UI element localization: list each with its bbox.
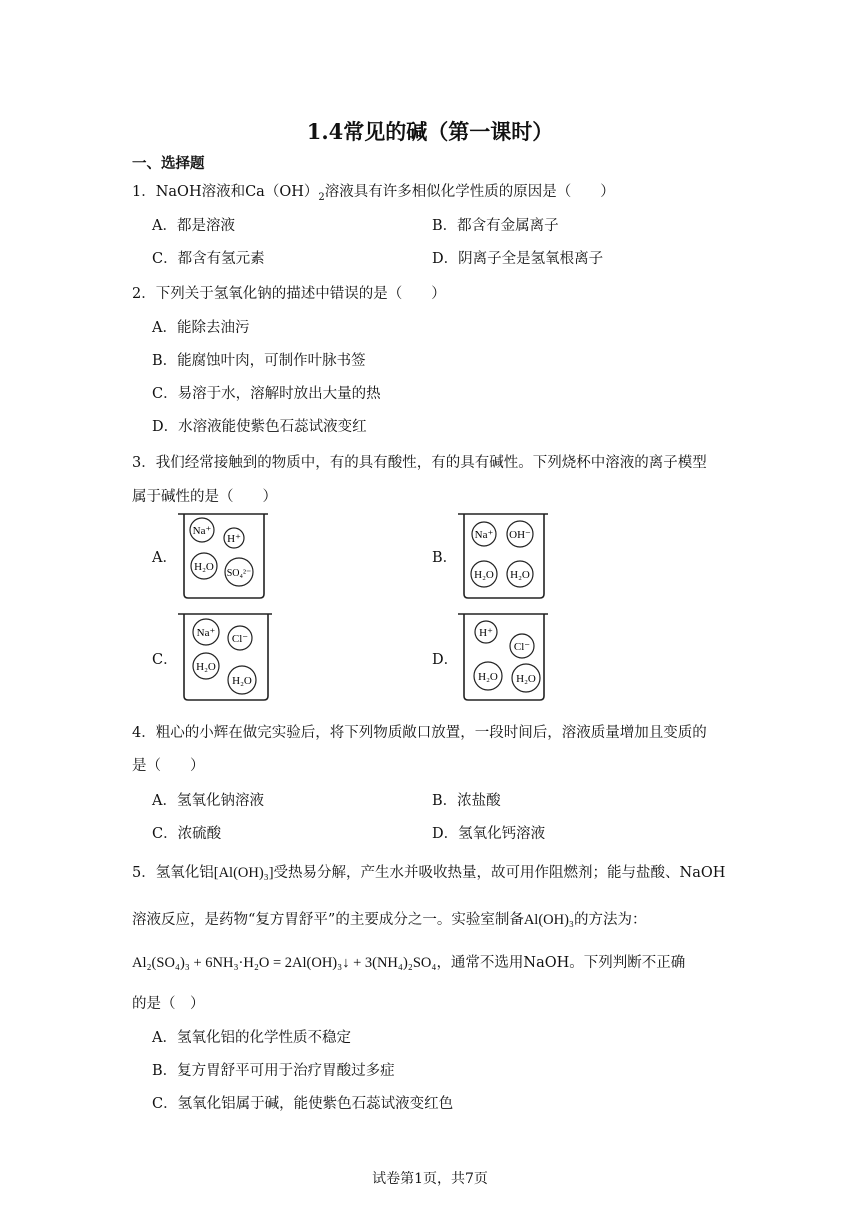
q4-option-a: A．氢氧化钠溶液 — [152, 793, 264, 809]
q2-option-d: D．水溶液能使紫色石蕊试液变红 — [152, 419, 367, 435]
q5-line2-formula: Al(OH)₃ — [523, 912, 574, 928]
q4-option-b: B．浓盐酸 — [432, 793, 501, 809]
q1-option-c: C．都含有氢元素 — [152, 251, 265, 267]
beaker-c-ion-4-label: H₂O — [232, 675, 252, 687]
beaker-a-outline — [178, 514, 268, 598]
q1-stem-subscript: 2 — [318, 191, 325, 203]
q5-line2-text-a: 溶液反应，是药物“复方胃舒平”的主要成分之一。实验室制备 — [132, 912, 524, 928]
question-4-stem-line2: 是（ ） — [132, 758, 205, 774]
page-footer: 试卷第1页，共7页 — [372, 1171, 488, 1187]
q1-stem-part-b: 溶液具有许多相似化学性质的原因是（ ） — [324, 184, 615, 200]
beaker-c-ion-3-label: H₂O — [196, 661, 216, 673]
beaker-a-ion-2-label: H⁺ — [227, 533, 241, 545]
beaker-a-ion-4-label: SO₄²⁻ — [226, 568, 252, 579]
q5-line3-text: ，通常不选用NaOH。下列判断不正确 — [436, 955, 686, 971]
beaker-a-diagram — [176, 510, 272, 602]
q5-line1-text-b: 受热易分解，产生水并吸收热量，故可用作阻燃剂；能与盐酸、NaOH — [273, 865, 726, 881]
beaker-b-diagram — [456, 510, 552, 602]
q5-option-a: A．氢氧化铝的化学性质不稳定 — [152, 1030, 351, 1046]
beaker-d-ion-1-label: H⁺ — [479, 627, 493, 639]
q4-option-c: C．浓硫酸 — [152, 826, 222, 842]
q5-chemical-equation: Al₂(SO₄)₃ + 6NH₃·H₂O = 2Al(OH)₃↓ + 3(NH₄)₂SO₄ — [132, 955, 437, 971]
q2-option-c: C．易溶于水，溶解时放出大量的热 — [152, 386, 381, 402]
beaker-a-ion-1-label: Na⁺ — [192, 525, 212, 537]
q3-option-b-label: B． — [432, 550, 458, 566]
beaker-c-diagram — [176, 610, 276, 704]
beaker-a-ion-3-label: H₂O — [194, 561, 214, 573]
q4-option-d: D．氢氧化钙溶液 — [432, 826, 546, 842]
beaker-c-outline — [178, 614, 272, 700]
beaker-b-outline — [458, 514, 548, 598]
q2-option-b: B．能腐蚀叶肉，可制作叶脉书签 — [152, 353, 366, 369]
q1-option-b: B．都含有金属离子 — [432, 218, 559, 234]
q5-line1-text-a: 5．氢氧化铝 — [132, 865, 214, 881]
question-3-stem-line2: 属于碱性的是（ ） — [132, 489, 277, 505]
question-5-line1 — [132, 861, 725, 882]
question-5-line2 — [132, 908, 646, 929]
beaker-d-diagram — [456, 610, 552, 704]
beaker-d-ion-4-label: H₂O — [516, 673, 536, 685]
question-4-stem-line1: 4．粗心的小辉在做完实验后，将下列物质敞口放置，一段时间后，溶液质量增加且变质的 — [132, 725, 707, 741]
beaker-d-outline — [458, 614, 548, 700]
beaker-b-ion-4-label: H₂O — [510, 569, 530, 581]
beaker-b-ion-1-label: Na⁺ — [474, 529, 494, 541]
q1-stem-part-a: 1．NaOH溶液和Ca（OH） — [132, 184, 319, 200]
question-2-stem: 2．下列关于氢氧化钠的描述中错误的是（ ） — [132, 286, 446, 302]
beaker-b-ion-3-label: H₂O — [474, 569, 494, 581]
beaker-c-ion-2-label: Cl⁻ — [231, 633, 249, 645]
q3-option-c-label: C． — [152, 652, 178, 668]
q3-option-d-label: D． — [432, 652, 459, 668]
question-1-stem — [132, 180, 615, 203]
q3-option-a-label: A． — [152, 550, 177, 566]
question-5-line4: 的是（ ） — [132, 996, 205, 1012]
beaker-d-ion-3-label: H₂O — [478, 671, 498, 683]
q1-option-d: D．阴离子全是氢氧根离子 — [432, 251, 604, 267]
q5-aluminum-hydroxide-formula: [Al(OH)₃] — [213, 865, 274, 881]
question-5-line3 — [132, 951, 685, 972]
section-heading: 一、选择题 — [132, 155, 205, 172]
beaker-c-ion-1-label: Na⁺ — [196, 627, 216, 639]
q5-line2-text-b: 的方法为： — [573, 912, 647, 928]
q5-option-c: C．氢氧化铝属于碱，能使紫色石蕊试液变红色 — [152, 1096, 454, 1112]
q5-option-b: B．复方胃舒平可用于治疗胃酸过多症 — [152, 1063, 395, 1079]
q1-option-a: A．都是溶液 — [152, 218, 235, 234]
beaker-d-ion-2-label: Cl⁻ — [513, 641, 531, 653]
beaker-b-ion-2-label: OH⁻ — [509, 529, 531, 541]
page-title: 1.4常见的碱（第一课时） — [306, 119, 554, 144]
question-3-stem-line1: 3．我们经常接触到的物质中，有的具有酸性，有的具有碱性。下列烧杯中溶液的离子模型 — [132, 455, 707, 471]
q2-option-a: A．能除去油污 — [152, 320, 250, 336]
